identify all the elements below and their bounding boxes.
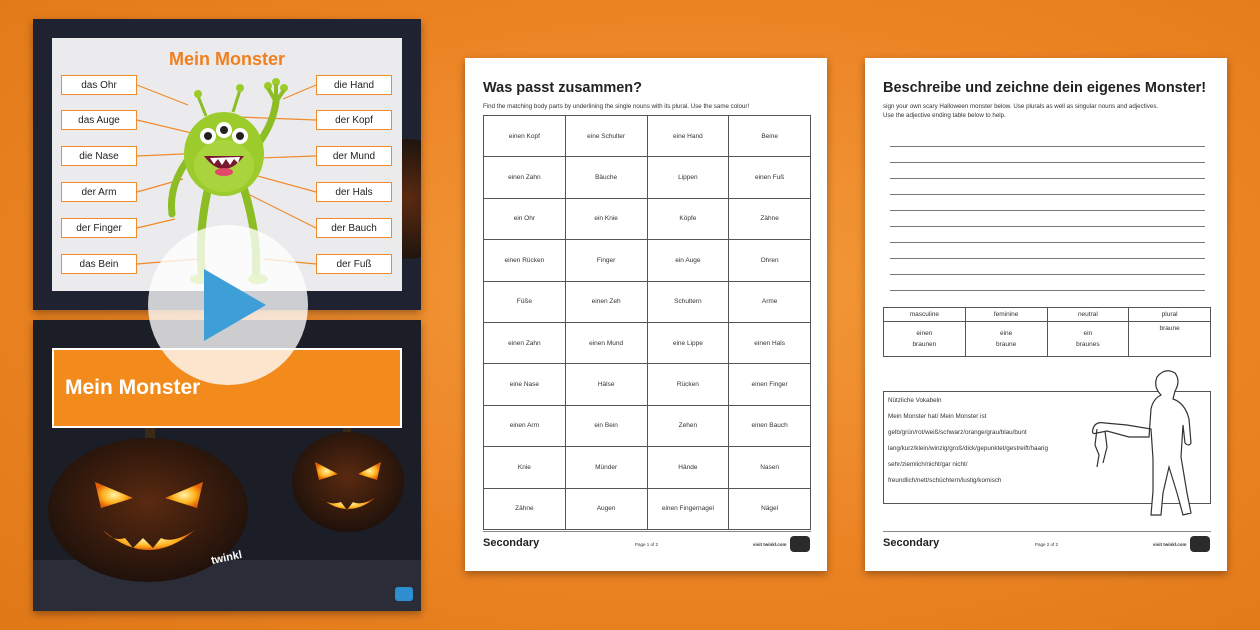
grid-cell[interactable]: ein Bein — [565, 405, 647, 446]
grid-cell[interactable]: Lippen — [647, 157, 729, 198]
grid-cell[interactable]: Hälse — [565, 364, 647, 405]
grid-cell[interactable]: Hände — [647, 447, 729, 488]
worksheet2-instructions-line2: Use the adjective ending table below to help. — [883, 112, 1006, 119]
vocab-line: sehr/ziemlich/nicht/gar nicht/ — [888, 461, 968, 468]
grid-cell[interactable]: Köpfe — [647, 198, 729, 239]
pumpkin-illustration — [33, 420, 421, 611]
footer-site: visit twinkl.com — [1153, 542, 1187, 547]
grid-cell[interactable]: einen Zahn — [484, 157, 566, 198]
writing-line — [890, 146, 1205, 147]
table-header: plural — [1129, 308, 1211, 322]
footer-site: visit twinkl.com — [753, 542, 787, 547]
grid-cell[interactable]: einen Fuß — [729, 157, 811, 198]
label-mund: der Mund — [316, 146, 392, 166]
grid-cell[interactable]: Zehen — [647, 405, 729, 446]
worksheet1-title: Was passt zusammen? — [483, 80, 643, 96]
grid-cell[interactable]: einen Kopf — [484, 116, 566, 157]
grid-cell[interactable]: Ohren — [729, 240, 811, 281]
grid-cell[interactable]: einen Bauch — [729, 405, 811, 446]
twinkl-logo: twinkl — [210, 548, 244, 568]
twinkl-logo-icon — [1190, 536, 1210, 552]
label-bauch: der Bauch — [316, 218, 392, 238]
writing-line — [890, 194, 1205, 195]
adjective: braune — [1159, 325, 1180, 332]
table-header: neutral — [1047, 308, 1129, 322]
grid-cell[interactable]: Nägel — [729, 488, 811, 529]
slide1-title: Mein Monster — [168, 49, 285, 69]
zombie-outline — [1087, 363, 1217, 523]
grid-cell[interactable]: einen Arm — [484, 405, 566, 446]
article: einen — [916, 330, 933, 337]
grid-cell[interactable]: einen Mund — [565, 322, 647, 363]
table-cell — [1047, 322, 1129, 357]
grid-row — [484, 488, 811, 529]
table-header: feminine — [965, 308, 1047, 322]
adjective: braune — [996, 341, 1017, 348]
label-arm: der Arm — [61, 182, 137, 202]
grid-cell[interactable]: einen Zeh — [565, 281, 647, 322]
grid-cell[interactable]: einen Zahn — [484, 322, 566, 363]
label-auge: das Auge — [61, 110, 137, 130]
writing-line — [890, 226, 1205, 227]
grid-row — [484, 240, 811, 281]
grid-row — [484, 364, 811, 405]
footer-page: Page 2 of 2 — [1035, 542, 1059, 547]
label-fuss: der Fuß — [316, 254, 392, 274]
label-hand: die Hand — [316, 75, 392, 95]
grid-cell[interactable]: Nasen — [729, 447, 811, 488]
label-kopf: der Kopf — [316, 110, 392, 130]
table-cell — [965, 322, 1047, 357]
footer-divider — [483, 531, 811, 532]
worksheet2-instructions-line1: sign your own scary Halloween monster below. Use plurals as well as singular nouns and adjectives. — [883, 103, 1159, 110]
writing-line — [890, 162, 1205, 163]
slide2-title: Mein Monster — [65, 376, 201, 399]
writing-line — [890, 258, 1205, 259]
grid-cell[interactable]: Knie — [484, 447, 566, 488]
vocab-line: gelb/grün/rot/weiß/schwarz/orange/grau/blau/bunt — [888, 429, 1027, 436]
grid-cell[interactable]: Schultern — [647, 281, 729, 322]
adjective-ending-table — [883, 307, 1211, 357]
adjective: braunes — [1076, 341, 1100, 348]
grid-cell[interactable]: Augen — [565, 488, 647, 529]
vocab-title: Nützliche Vokabeln — [888, 397, 942, 404]
worksheet2-title: Beschreibe und zeichne dein eigenes Monster! — [883, 80, 1207, 96]
play-button[interactable] — [148, 225, 308, 385]
grid-row — [484, 322, 811, 363]
grid-cell[interactable]: Rücken — [647, 364, 729, 405]
table-cell — [884, 322, 966, 357]
footer-brand: Secondary — [483, 537, 540, 549]
grid-cell[interactable]: einen Fingernagel — [647, 488, 729, 529]
writing-line — [890, 290, 1205, 291]
grid-row — [484, 198, 811, 239]
grid-cell[interactable]: Zähne — [729, 198, 811, 239]
article: ein — [1083, 330, 1093, 337]
article: eine — [999, 330, 1013, 337]
vocab-line: lang/kurz/klein/winzig/groß/dick/gepunktet/gestreift/haarig — [888, 445, 1048, 452]
footer-brand: Secondary — [883, 537, 940, 549]
worksheet2-instructions — [883, 102, 1213, 120]
grid-cell[interactable]: ein Auge — [647, 240, 729, 281]
worksheet-matching — [465, 58, 827, 571]
label-finger: der Finger — [61, 218, 137, 238]
writing-line — [890, 210, 1205, 211]
label-nase: die Nase — [61, 146, 137, 166]
grid-row — [484, 281, 811, 322]
grid-cell[interactable]: einen Finger — [729, 364, 811, 405]
writing-line — [890, 178, 1205, 179]
grid-cell[interactable]: Münder — [565, 447, 647, 488]
grid-row — [484, 405, 811, 446]
grid-cell[interactable]: eine Lippe — [647, 322, 729, 363]
grid-cell[interactable]: Bäuche — [565, 157, 647, 198]
grid-cell[interactable]: Beine — [729, 116, 811, 157]
grid-cell[interactable]: Arme — [729, 281, 811, 322]
table-header: masculine — [884, 308, 966, 322]
writing-line — [890, 274, 1205, 275]
label-hals: der Hals — [316, 182, 392, 202]
footer-divider — [883, 531, 1211, 532]
writing-line — [890, 242, 1205, 243]
vocab-line: freundlich/nett/schüchtern/lustig/komisch — [888, 477, 1002, 484]
grid-cell[interactable]: eine Schulter — [565, 116, 647, 157]
grid-cell[interactable]: ein Ohr — [484, 198, 566, 239]
play-icon — [204, 269, 266, 341]
label-ohr: das Ohr — [61, 75, 137, 95]
grid-cell[interactable]: ein Knie — [565, 198, 647, 239]
label-bein: das Bein — [61, 254, 137, 274]
grid-row — [484, 157, 811, 198]
grid-cell[interactable]: eine Hand — [647, 116, 729, 157]
grid-cell[interactable]: Füße — [484, 281, 566, 322]
grid-cell[interactable]: Finger — [565, 240, 647, 281]
matching-grid — [483, 115, 811, 530]
twinkl-logo-icon — [790, 536, 810, 552]
table-cell — [1129, 322, 1211, 357]
grid-row — [484, 116, 811, 157]
adjective: braunen — [912, 341, 937, 348]
worksheet-describe — [865, 58, 1227, 571]
grid-cell[interactable]: einen Hals — [729, 322, 811, 363]
worksheet1-instructions: Find the matching body parts by underlining the single nouns with its plural. Use the same colour! — [483, 103, 750, 110]
grid-cell[interactable]: eine Nase — [484, 364, 566, 405]
vocab-line: Mein Monster hat/ Mein Monster ist — [888, 413, 987, 420]
grid-row — [484, 447, 811, 488]
grid-cell[interactable]: Zähne — [484, 488, 566, 529]
grid-cell[interactable]: einen Rücken — [484, 240, 566, 281]
footer-page: Page 1 of 2 — [635, 542, 659, 547]
twinkl-badge-icon — [395, 587, 413, 601]
